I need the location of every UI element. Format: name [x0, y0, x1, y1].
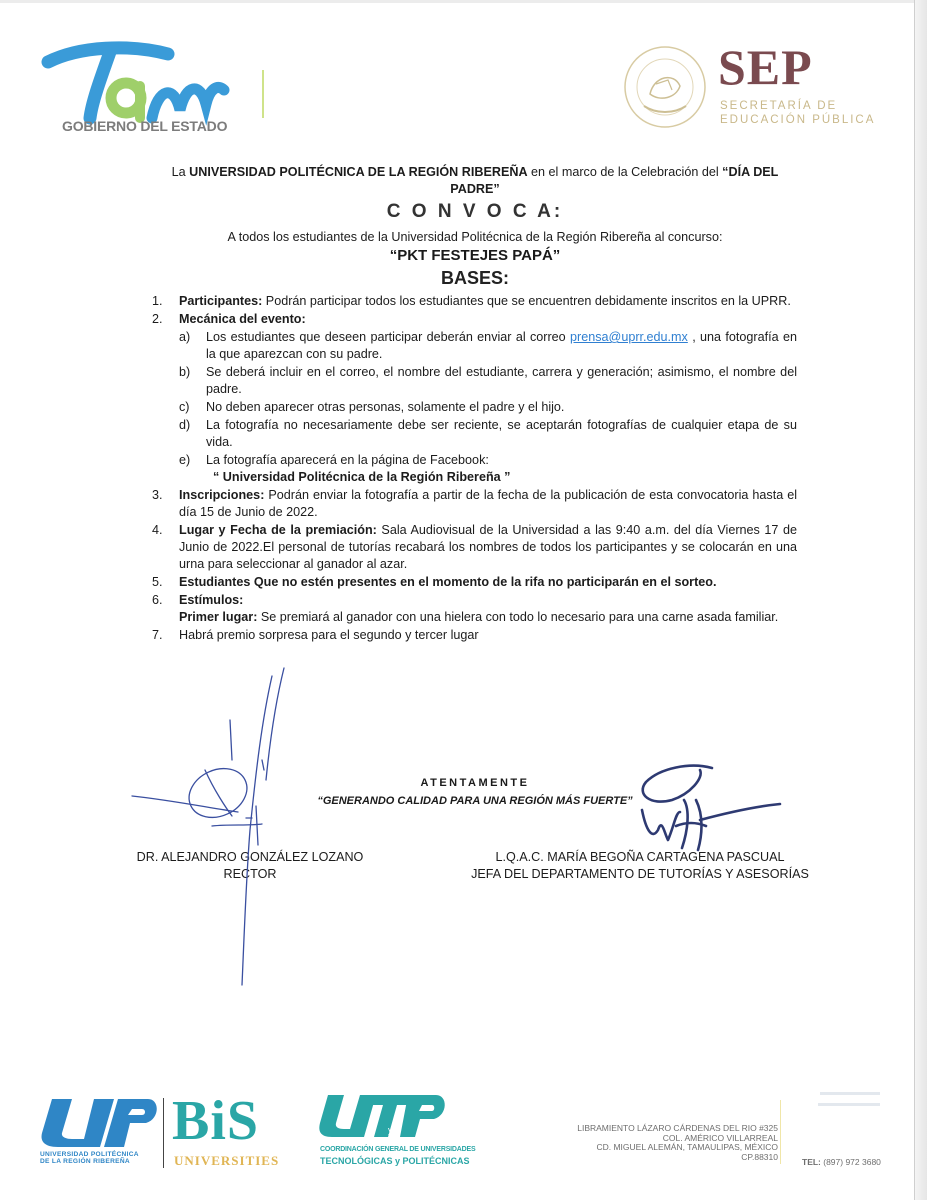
item-label: Mecánica del evento: [179, 312, 306, 326]
up-logo-caption [40, 1151, 139, 1165]
intro-middle: en el marco de la Celebración del [527, 165, 723, 179]
address-line: CD. MIGUEL ALEMÁN, TAMAULIPAS, MÉXICO [596, 1142, 778, 1152]
subitem-letter: a) [179, 330, 191, 344]
tam-logo [40, 40, 240, 130]
prize-text: Se premiará al ganador con una hielera con todo lo necesario para una carne asada familiar. [257, 610, 779, 624]
faint-social-icons [818, 1090, 884, 1112]
subitem-letter: e) [179, 453, 191, 467]
bis-logo-text: BiS [172, 1090, 260, 1152]
subitem-text: No deben aparecer otras personas, solamente el padre y el hijo. [206, 400, 565, 414]
signatory-name: DR. ALEJANDRO GONZÁLEZ LOZANO [136, 850, 364, 864]
item-number: 1. [152, 294, 163, 308]
bases-heading: BASES: [440, 268, 509, 288]
footer-logo-divider [163, 1098, 164, 1168]
bases-subitem-b [179, 364, 797, 398]
subitem-letter: c) [179, 400, 190, 414]
tel-value: (897) 972 3680 [820, 1157, 881, 1167]
subitem-text: Se deberá incluir en el correo, el nombre del estudiante, carrera y generación; asimismo, el nombre del padre. [206, 365, 797, 396]
item-label: Participantes: [179, 294, 263, 308]
bases-item-5 [152, 574, 797, 591]
facebook-page-name: “ Universidad Politécnica de la Región Ribereña ” [213, 470, 511, 484]
institution-address [540, 1124, 778, 1162]
intro-paragraph [150, 164, 800, 198]
item-label: Inscripciones: [179, 488, 265, 502]
bases-item-4 [152, 522, 797, 573]
sep-subtitle-line1: SECRETARÍA DE [720, 100, 838, 112]
bis-logo-subtitle: UNIVERSITIES [174, 1153, 280, 1168]
subitem-text: Los estudiantes que deseen participar deberán enviar al correo [206, 330, 571, 344]
contest-name: “PKT FESTEJES PAPÁ” [389, 247, 561, 264]
scan-right-edge [914, 0, 927, 1200]
rector-signature [132, 668, 284, 985]
item-number: 7. [152, 628, 163, 642]
bases-list [152, 293, 797, 645]
bases-subitem-c [179, 399, 797, 416]
item-text: Habrá premio sorpresa para el segundo y tercer lugar [179, 628, 479, 642]
address-line: CP.88310 [741, 1151, 778, 1162]
scan-top-edge [0, 0, 927, 3]
signatory-tutorias [450, 849, 830, 883]
bases-item-1 [152, 293, 797, 310]
email-link[interactable]: prensa@uprr.edu.mx [570, 330, 688, 344]
item-text: Sala Audiovisual de la Universidad a las 9:40 a.m. del día Viernes 17 de Junio de 2022.El personal de tutorías recabará los nombres de todos los participantes y se colocarán en una urna para seleccionar al ganador al azar. [179, 523, 798, 571]
utp-logo [318, 1093, 448, 1143]
signatory-title: RECTOR [223, 867, 277, 881]
prize-label: Primer lugar: [179, 610, 258, 624]
subitem-text: La fotografía aparecerá en la página de Facebook: [206, 453, 489, 467]
up-logo [38, 1095, 158, 1151]
institution-motto: “GENERANDO CALIDAD PARA UNA REGIÓN MÁS FUERTE” [317, 795, 633, 807]
signatory-title: JEFA DEL DEPARTAMENTO DE TUTORÍAS Y ASESORÍAS [471, 867, 809, 881]
up-caption-line2: DE LA REGIÓN RIBEREÑA [40, 1158, 130, 1165]
event-name: “DÍA DEL PADRE” [450, 165, 779, 196]
audience-line: A todos los estudiantes de la Universidad Politécnica de la Región Ribereña al concurso: [227, 230, 723, 244]
tel-label: TEL: [802, 1157, 821, 1167]
tutorias-signature [642, 766, 780, 850]
mexico-seal-icon [622, 44, 708, 130]
bases-subitem-e [179, 452, 797, 486]
item-number: 6. [152, 593, 163, 607]
bases-subitem-d [179, 417, 797, 451]
university-name: UNIVERSIDAD POLITÉCNICA DE LA REGIÓN RIBEREÑA [189, 165, 528, 179]
utp-caption-line1: COORDINACIÓN GENERAL DE UNIVERSIDADES [320, 1146, 476, 1153]
item-number: 4. [152, 523, 163, 537]
item-text: Podrán enviar la fotografía a partir de la fecha de la publicación de esta convocatoria hasta el día 15 de Junio de 2022. [179, 488, 797, 519]
address-divider [780, 1100, 781, 1164]
svg-text:y: y [388, 1125, 393, 1135]
item-number: 3. [152, 488, 163, 502]
sep-logo-text: SEP [718, 39, 813, 95]
bases-subitem-a [179, 329, 797, 363]
subitem-text: , una fotografía en la que aparezcan con su padre. [206, 330, 797, 361]
item-number: 2. [152, 312, 163, 326]
subitem-letter: d) [179, 418, 191, 432]
item-label: Estudiantes Que no estén presentes en el momento de la rifa no participarán en el sorteo. [179, 575, 717, 589]
gobierno-del-estado-label: GOBIERNO DEL ESTADO [62, 118, 228, 134]
item-label: Lugar y Fecha de la premiación: [179, 523, 377, 537]
up-caption-line1: UNIVERSIDAD POLITÉCNICA [40, 1151, 139, 1158]
telephone [802, 1157, 881, 1167]
bases-item-3 [152, 487, 797, 521]
intro-prefix: La [171, 165, 190, 179]
sep-subtitle-line2: EDUCACIÓN PÚBLICA [720, 114, 876, 126]
item-number: 5. [152, 575, 163, 589]
bases-item-2 [152, 311, 797, 328]
utp-caption-line2: TECNOLÓGICAS y POLITÉCNICAS [320, 1156, 470, 1166]
item-text: Podrán participar todos los estudiantes que se encuentren debidamente inscritos en la UPRR. [262, 294, 791, 308]
address-line: COL. AMÉRICO VILLARREAL [662, 1132, 778, 1143]
header-divider [262, 70, 264, 118]
bases-item-6 [152, 592, 797, 626]
atentamente-label: ATENTAMENTE [420, 777, 530, 789]
signatory-rector [105, 849, 395, 883]
prize-first-place [179, 609, 797, 626]
address-line: LIBRAMIENTO LÁZARO CÁRDENAS DEL RIO #325 [577, 1123, 778, 1133]
convoca-heading: C O N V O C A: [386, 201, 564, 222]
bases-item-7 [152, 627, 797, 644]
sep-subtitle [720, 99, 875, 127]
signatory-name: L.Q.A.C. MARÍA BEGOÑA CARTAGENA PASCUAL [495, 850, 785, 864]
subitem-text: La fotografía no necesariamente debe ser reciente, se aceptarán fotografías de cualquier etapa de su vida. [206, 418, 797, 449]
item-label: Estímulos: [179, 593, 244, 607]
subitem-letter: b) [179, 365, 191, 379]
